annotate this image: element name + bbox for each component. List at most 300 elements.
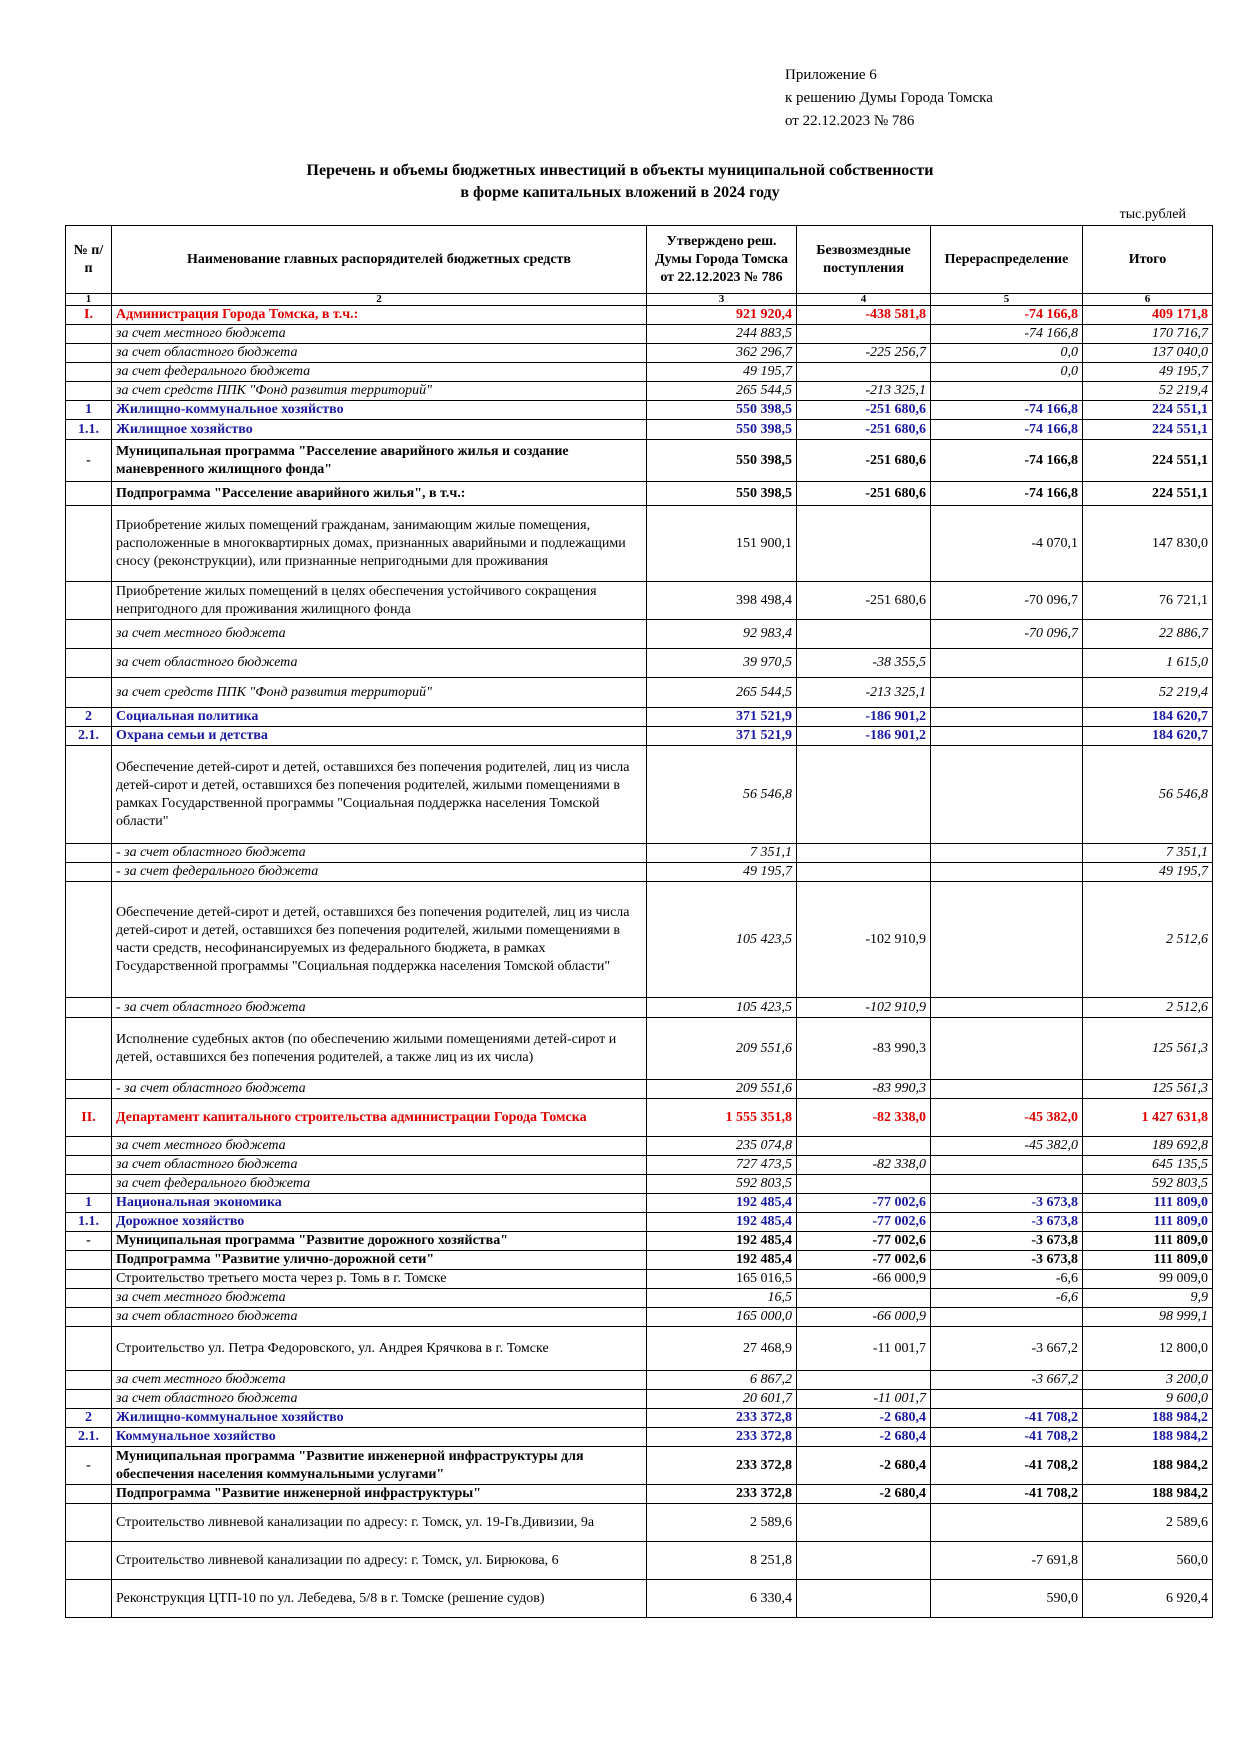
- title-line-2: в форме капитальных вложений в 2024 году: [460, 184, 780, 201]
- row-redistribution: -3 667,2: [931, 1327, 1083, 1371]
- row-redistribution: -4 070,1: [931, 506, 1083, 582]
- row-approved: 151 900,1: [647, 506, 797, 582]
- row-number: -: [66, 1232, 112, 1251]
- row-total: 2 512,6: [1083, 998, 1213, 1018]
- row-redistribution: [931, 708, 1083, 727]
- row-grants: -77 002,6: [797, 1232, 931, 1251]
- row-approved: 92 983,4: [647, 620, 797, 649]
- row-redistribution: -41 708,2: [931, 1428, 1083, 1447]
- row-name: за счет средств ППК "Фонд развития территорий": [112, 382, 647, 401]
- table-row: [66, 1232, 1213, 1251]
- row-name: за счет средств ППК "Фонд развития территорий": [112, 678, 647, 708]
- row-redistribution: -6,6: [931, 1289, 1083, 1308]
- row-number: [66, 998, 112, 1018]
- row-redistribution: -74 166,8: [931, 420, 1083, 440]
- table-row: [66, 1409, 1213, 1428]
- row-redistribution: -3 667,2: [931, 1371, 1083, 1390]
- row-name: Строительство третьего моста через р. Томь в г. Томске: [112, 1270, 647, 1289]
- row-grants: [797, 1542, 931, 1580]
- row-approved: 233 372,8: [647, 1447, 797, 1485]
- row-total: 188 984,2: [1083, 1428, 1213, 1447]
- row-total: 12 800,0: [1083, 1327, 1213, 1371]
- row-name: за счет областного бюджета: [112, 1156, 647, 1175]
- header-name: Наименование главных распорядителей бюджетных средств: [112, 226, 647, 294]
- row-number: [66, 1137, 112, 1156]
- row-total: 170 716,7: [1083, 325, 1213, 344]
- row-redistribution: -3 673,8: [931, 1251, 1083, 1270]
- title-line-1: Перечень и объемы бюджетных инвестиций в объекты муниципальной собственности: [306, 162, 934, 179]
- row-approved: 550 398,5: [647, 420, 797, 440]
- row-number: [66, 678, 112, 708]
- row-total: 125 561,3: [1083, 1080, 1213, 1099]
- row-redistribution: [931, 727, 1083, 746]
- row-number: [66, 1580, 112, 1618]
- row-total: 49 195,7: [1083, 863, 1213, 882]
- row-total: 7 351,1: [1083, 844, 1213, 863]
- row-number: [66, 746, 112, 844]
- row-total: 2 589,6: [1083, 1504, 1213, 1542]
- row-name: за счет областного бюджета: [112, 1308, 647, 1327]
- row-total: 3 200,0: [1083, 1371, 1213, 1390]
- row-approved: 192 485,4: [647, 1251, 797, 1270]
- row-redistribution: -74 166,8: [931, 306, 1083, 325]
- row-grants: -213 325,1: [797, 678, 931, 708]
- table-row: [66, 1137, 1213, 1156]
- row-number: [66, 863, 112, 882]
- table-row: [66, 440, 1213, 482]
- row-grants: -2 680,4: [797, 1447, 931, 1485]
- row-approved: 192 485,4: [647, 1232, 797, 1251]
- row-redistribution: -74 166,8: [931, 401, 1083, 420]
- row-name: - за счет областного бюджета: [112, 844, 647, 863]
- row-total: 111 809,0: [1083, 1194, 1213, 1213]
- row-redistribution: [931, 882, 1083, 998]
- row-total: 409 171,8: [1083, 306, 1213, 325]
- row-grants: -251 680,6: [797, 582, 931, 620]
- table-row: [66, 1213, 1213, 1232]
- table-row: [66, 1080, 1213, 1099]
- row-redistribution: -3 673,8: [931, 1232, 1083, 1251]
- row-grants: [797, 863, 931, 882]
- row-name: Социальная политика: [112, 708, 647, 727]
- table-row: [66, 1270, 1213, 1289]
- row-total: 111 809,0: [1083, 1213, 1213, 1232]
- row-number: [66, 882, 112, 998]
- row-total: 189 692,8: [1083, 1137, 1213, 1156]
- row-total: 188 984,2: [1083, 1485, 1213, 1504]
- row-approved: 233 372,8: [647, 1409, 797, 1428]
- row-grants: -225 256,7: [797, 344, 931, 363]
- row-name: Администрация Города Томска, в т.ч.:: [112, 306, 647, 325]
- row-name: за счет местного бюджета: [112, 1137, 647, 1156]
- row-number: [66, 1371, 112, 1390]
- table-row: [66, 882, 1213, 998]
- document-title: [0, 160, 1240, 204]
- row-number: [66, 1251, 112, 1270]
- row-number: [66, 1308, 112, 1327]
- row-approved: 27 468,9: [647, 1327, 797, 1371]
- row-total: 1 427 631,8: [1083, 1099, 1213, 1137]
- row-approved: 105 423,5: [647, 998, 797, 1018]
- row-number: [66, 582, 112, 620]
- row-total: 9,9: [1083, 1289, 1213, 1308]
- row-total: 188 984,2: [1083, 1409, 1213, 1428]
- row-grants: [797, 1137, 931, 1156]
- col-index: 1: [66, 294, 112, 306]
- row-grants: [797, 506, 931, 582]
- row-grants: -102 910,9: [797, 998, 931, 1018]
- table-body: [66, 306, 1213, 1618]
- row-number: 1.1.: [66, 420, 112, 440]
- appendix-line-3: от 22.12.2023 № 786: [785, 113, 915, 129]
- row-approved: 2 589,6: [647, 1504, 797, 1542]
- row-name: Жилищно-коммунальное хозяйство: [112, 401, 647, 420]
- row-redistribution: 590,0: [931, 1580, 1083, 1618]
- header-row: [66, 226, 1213, 294]
- table-row: [66, 420, 1213, 440]
- table-row: [66, 1327, 1213, 1371]
- row-grants: [797, 844, 931, 863]
- row-approved: 265 544,5: [647, 678, 797, 708]
- row-approved: 1 555 351,8: [647, 1099, 797, 1137]
- table-row: [66, 1018, 1213, 1080]
- table-row: [66, 1099, 1213, 1137]
- row-name: Подпрограмма "Развитие инженерной инфраструктуры": [112, 1485, 647, 1504]
- row-redistribution: [931, 1504, 1083, 1542]
- table-row: [66, 1390, 1213, 1409]
- header-approved: Утверждено реш. Думы Города Томска от 22.12.2023 № 786: [647, 226, 797, 294]
- row-approved: 371 521,9: [647, 708, 797, 727]
- row-grants: -66 000,9: [797, 1308, 931, 1327]
- row-grants: -83 990,3: [797, 1018, 931, 1080]
- table-row: [66, 1194, 1213, 1213]
- row-grants: -77 002,6: [797, 1213, 931, 1232]
- row-approved: 16,5: [647, 1289, 797, 1308]
- row-number: [66, 325, 112, 344]
- table-row: [66, 844, 1213, 863]
- row-approved: 233 372,8: [647, 1428, 797, 1447]
- row-redistribution: -45 382,0: [931, 1099, 1083, 1137]
- row-name: Жилищное хозяйство: [112, 420, 647, 440]
- row-approved: 371 521,9: [647, 727, 797, 746]
- row-grants: -82 338,0: [797, 1099, 931, 1137]
- row-name: Коммунальное хозяйство: [112, 1428, 647, 1447]
- row-number: [66, 844, 112, 863]
- row-grants: -77 002,6: [797, 1251, 931, 1270]
- row-number: 2.1.: [66, 1428, 112, 1447]
- row-number: [66, 1270, 112, 1289]
- row-approved: 6 867,2: [647, 1371, 797, 1390]
- row-redistribution: -6,6: [931, 1270, 1083, 1289]
- table-row: [66, 1428, 1213, 1447]
- row-redistribution: -74 166,8: [931, 482, 1083, 506]
- row-number: [66, 344, 112, 363]
- row-name: Приобретение жилых помещений гражданам, занимающим жилые помещения, расположенные в многоквартирных домах, признанных аварийными и подлежащими сносу (реконструкции), или признанные непригодными для проживания: [112, 506, 647, 582]
- row-redistribution: -7 691,8: [931, 1542, 1083, 1580]
- row-approved: 362 296,7: [647, 344, 797, 363]
- row-total: 56 546,8: [1083, 746, 1213, 844]
- header-redistribution: Перераспределение: [931, 226, 1083, 294]
- row-redistribution: [931, 1080, 1083, 1099]
- table-row: [66, 1580, 1213, 1618]
- table-row: [66, 344, 1213, 363]
- row-grants: -102 910,9: [797, 882, 931, 998]
- col-index: 4: [797, 294, 931, 306]
- row-redistribution: [931, 1175, 1083, 1194]
- row-number: [66, 1542, 112, 1580]
- row-redistribution: -74 166,8: [931, 325, 1083, 344]
- row-redistribution: [931, 649, 1083, 678]
- row-grants: [797, 1175, 931, 1194]
- row-name: за счет областного бюджета: [112, 649, 647, 678]
- row-total: 22 886,7: [1083, 620, 1213, 649]
- row-number: [66, 482, 112, 506]
- table-row: [66, 649, 1213, 678]
- row-name: за счет федерального бюджета: [112, 363, 647, 382]
- row-redistribution: -74 166,8: [931, 440, 1083, 482]
- table-row: [66, 382, 1213, 401]
- row-name: - за счет областного бюджета: [112, 1080, 647, 1099]
- row-number: I.: [66, 306, 112, 325]
- row-total: 111 809,0: [1083, 1232, 1213, 1251]
- table-row: [66, 306, 1213, 325]
- table-row: [66, 1289, 1213, 1308]
- row-approved: 192 485,4: [647, 1194, 797, 1213]
- row-name: Департамент капитального строительства администрации Города Томска: [112, 1099, 647, 1137]
- table-row: [66, 998, 1213, 1018]
- row-grants: -77 002,6: [797, 1194, 931, 1213]
- row-name: - за счет федерального бюджета: [112, 863, 647, 882]
- table-row: [66, 863, 1213, 882]
- row-total: 592 803,5: [1083, 1175, 1213, 1194]
- table-row: [66, 1447, 1213, 1485]
- row-redistribution: 0,0: [931, 344, 1083, 363]
- row-approved: 244 883,5: [647, 325, 797, 344]
- row-number: [66, 649, 112, 678]
- row-name: за счет федерального бюджета: [112, 1175, 647, 1194]
- row-name: Реконструкция ЦТП-10 по ул. Лебедева, 5/8 в г. Томске (решение судов): [112, 1580, 647, 1618]
- units-label: тыс.рублей: [1119, 207, 1186, 222]
- row-number: 2: [66, 708, 112, 727]
- row-total: 49 195,7: [1083, 363, 1213, 382]
- row-grants: [797, 1289, 931, 1308]
- row-name: - за счет областного бюджета: [112, 998, 647, 1018]
- row-grants: [797, 1580, 931, 1618]
- row-grants: -251 680,6: [797, 420, 931, 440]
- row-name: Строительство ул. Петра Федоровского, ул. Андрея Крячкова в г. Томске: [112, 1327, 647, 1371]
- row-total: 224 551,1: [1083, 482, 1213, 506]
- appendix-line-2: к решению Думы Города Томска: [785, 90, 993, 106]
- row-grants: -2 680,4: [797, 1409, 931, 1428]
- table-row: [66, 582, 1213, 620]
- row-total: 184 620,7: [1083, 727, 1213, 746]
- row-approved: 49 195,7: [647, 863, 797, 882]
- row-name: Строительство ливневой канализации по адресу: г. Томск, ул. 19-Гв.Дивизии, 9а: [112, 1504, 647, 1542]
- row-total: 137 040,0: [1083, 344, 1213, 363]
- row-grants: [797, 1504, 931, 1542]
- table-row: [66, 1542, 1213, 1580]
- row-approved: 165 000,0: [647, 1308, 797, 1327]
- row-total: 224 551,1: [1083, 420, 1213, 440]
- table-row: [66, 746, 1213, 844]
- row-total: 184 620,7: [1083, 708, 1213, 727]
- table-row: [66, 1308, 1213, 1327]
- row-redistribution: [931, 844, 1083, 863]
- row-redistribution: -70 096,7: [931, 620, 1083, 649]
- row-total: 1 615,0: [1083, 649, 1213, 678]
- row-name: Обеспечение детей-сирот и детей, оставшихся без попечения родителей, лиц из числа детей-сирот и детей, оставшихся без попечения родителей, жилыми помещениями в рамках Государственной программы "Социальная поддержка населения Томской области": [112, 746, 647, 844]
- row-total: 147 830,0: [1083, 506, 1213, 582]
- col-index: 6: [1083, 294, 1213, 306]
- row-redistribution: [931, 1156, 1083, 1175]
- table-row: [66, 1485, 1213, 1504]
- row-name: Национальная экономика: [112, 1194, 647, 1213]
- table-row: [66, 482, 1213, 506]
- row-redistribution: -41 708,2: [931, 1447, 1083, 1485]
- row-grants: -83 990,3: [797, 1080, 931, 1099]
- col-index: 5: [931, 294, 1083, 306]
- header-total: Итого: [1083, 226, 1213, 294]
- row-grants: [797, 363, 931, 382]
- row-name: Муниципальная программа "Расселение аварийного жилья и создание маневренного жилищного фонда": [112, 440, 647, 482]
- row-total: 52 219,4: [1083, 382, 1213, 401]
- row-name: Дорожное хозяйство: [112, 1213, 647, 1232]
- row-number: [66, 506, 112, 582]
- row-name: Обеспечение детей-сирот и детей, оставшихся без попечения родителей, лиц из числа детей-сирот и детей, оставшихся без попечения родителей, жилыми помещениями в части средств, несофинансируемых из федерального бюджета, в рамках Государственной программы "Социальная поддержка населения Томской области": [112, 882, 647, 998]
- row-number: -: [66, 1447, 112, 1485]
- row-redistribution: [931, 382, 1083, 401]
- row-name: Подпрограмма "Расселение аварийного жилья", в т.ч.:: [112, 482, 647, 506]
- table-row: [66, 678, 1213, 708]
- row-name: Охрана семьи и детства: [112, 727, 647, 746]
- row-name: Подпрограмма "Развитие улично-дорожной сети": [112, 1251, 647, 1270]
- row-name: Исполнение судебных актов (по обеспечению жилыми помещениями детей-сирот и детей, оставшихся без попечения родителей, а также лиц из их числа): [112, 1018, 647, 1080]
- row-number: [66, 1390, 112, 1409]
- row-total: 188 984,2: [1083, 1447, 1213, 1485]
- col-index: 3: [647, 294, 797, 306]
- row-total: 9 600,0: [1083, 1390, 1213, 1409]
- row-number: -: [66, 440, 112, 482]
- row-number: 1: [66, 1194, 112, 1213]
- row-redistribution: 0,0: [931, 363, 1083, 382]
- row-grants: -186 901,2: [797, 727, 931, 746]
- row-number: 1: [66, 401, 112, 420]
- row-total: 76 721,1: [1083, 582, 1213, 620]
- row-name: за счет местного бюджета: [112, 325, 647, 344]
- table-row: [66, 325, 1213, 344]
- row-approved: 209 551,6: [647, 1018, 797, 1080]
- row-approved: 921 920,4: [647, 306, 797, 325]
- row-grants: -251 680,6: [797, 440, 931, 482]
- row-total: 98 999,1: [1083, 1308, 1213, 1327]
- row-redistribution: [931, 1390, 1083, 1409]
- row-grants: -11 001,7: [797, 1327, 931, 1371]
- row-grants: -213 325,1: [797, 382, 931, 401]
- row-approved: 550 398,5: [647, 440, 797, 482]
- table-row: [66, 727, 1213, 746]
- table-row: [66, 363, 1213, 382]
- row-number: 1.1.: [66, 1213, 112, 1232]
- row-total: 99 009,0: [1083, 1270, 1213, 1289]
- row-grants: -251 680,6: [797, 482, 931, 506]
- row-grants: [797, 325, 931, 344]
- row-approved: 727 473,5: [647, 1156, 797, 1175]
- row-grants: -2 680,4: [797, 1485, 931, 1504]
- row-grants: -82 338,0: [797, 1156, 931, 1175]
- row-number: [66, 382, 112, 401]
- row-number: [66, 1080, 112, 1099]
- table-row: [66, 1371, 1213, 1390]
- row-redistribution: [931, 678, 1083, 708]
- row-name: Муниципальная программа "Развитие инженерной инфраструктуры для обеспечения населения коммунальными услугами": [112, 1447, 647, 1485]
- table-row: [66, 1251, 1213, 1270]
- row-approved: 265 544,5: [647, 382, 797, 401]
- row-redistribution: -41 708,2: [931, 1485, 1083, 1504]
- row-number: [66, 1018, 112, 1080]
- row-approved: 233 372,8: [647, 1485, 797, 1504]
- row-total: 52 219,4: [1083, 678, 1213, 708]
- row-number: [66, 1175, 112, 1194]
- row-name: за счет местного бюджета: [112, 620, 647, 649]
- row-approved: 550 398,5: [647, 482, 797, 506]
- appendix-line-1: Приложение 6: [785, 67, 877, 83]
- row-name: Строительство ливневой канализации по адресу: г. Томск, ул. Бирюкова, 6: [112, 1542, 647, 1580]
- row-grants: -11 001,7: [797, 1390, 931, 1409]
- row-approved: 165 016,5: [647, 1270, 797, 1289]
- row-total: 645 135,5: [1083, 1156, 1213, 1175]
- row-total: 224 551,1: [1083, 440, 1213, 482]
- row-redistribution: [931, 746, 1083, 844]
- row-redistribution: [931, 1308, 1083, 1327]
- row-grants: -251 680,6: [797, 401, 931, 420]
- row-total: 111 809,0: [1083, 1251, 1213, 1270]
- row-redistribution: [931, 863, 1083, 882]
- header-grants: Безвозмездные поступления: [797, 226, 931, 294]
- row-redistribution: [931, 998, 1083, 1018]
- row-total: 224 551,1: [1083, 401, 1213, 420]
- row-approved: 56 546,8: [647, 746, 797, 844]
- row-number: [66, 1156, 112, 1175]
- row-redistribution: -3 673,8: [931, 1194, 1083, 1213]
- row-total: 125 561,3: [1083, 1018, 1213, 1080]
- row-number: [66, 1289, 112, 1308]
- row-grants: -2 680,4: [797, 1428, 931, 1447]
- table-row: [66, 1504, 1213, 1542]
- row-name: за счет местного бюджета: [112, 1289, 647, 1308]
- row-number: [66, 1327, 112, 1371]
- row-number: [66, 1504, 112, 1542]
- row-grants: -438 581,8: [797, 306, 931, 325]
- row-number: [66, 1485, 112, 1504]
- row-total: 6 920,4: [1083, 1580, 1213, 1618]
- row-name: Жилищно-коммунальное хозяйство: [112, 1409, 647, 1428]
- row-redistribution: -41 708,2: [931, 1409, 1083, 1428]
- row-approved: 209 551,6: [647, 1080, 797, 1099]
- row-number: II.: [66, 1099, 112, 1137]
- row-grants: [797, 1371, 931, 1390]
- row-number: [66, 620, 112, 649]
- row-approved: 192 485,4: [647, 1213, 797, 1232]
- row-name: за счет местного бюджета: [112, 1371, 647, 1390]
- row-grants: [797, 746, 931, 844]
- row-approved: 8 251,8: [647, 1542, 797, 1580]
- row-number: [66, 363, 112, 382]
- row-approved: 20 601,7: [647, 1390, 797, 1409]
- row-total: 2 512,6: [1083, 882, 1213, 998]
- row-redistribution: -3 673,8: [931, 1213, 1083, 1232]
- row-approved: 6 330,4: [647, 1580, 797, 1618]
- row-redistribution: -70 096,7: [931, 582, 1083, 620]
